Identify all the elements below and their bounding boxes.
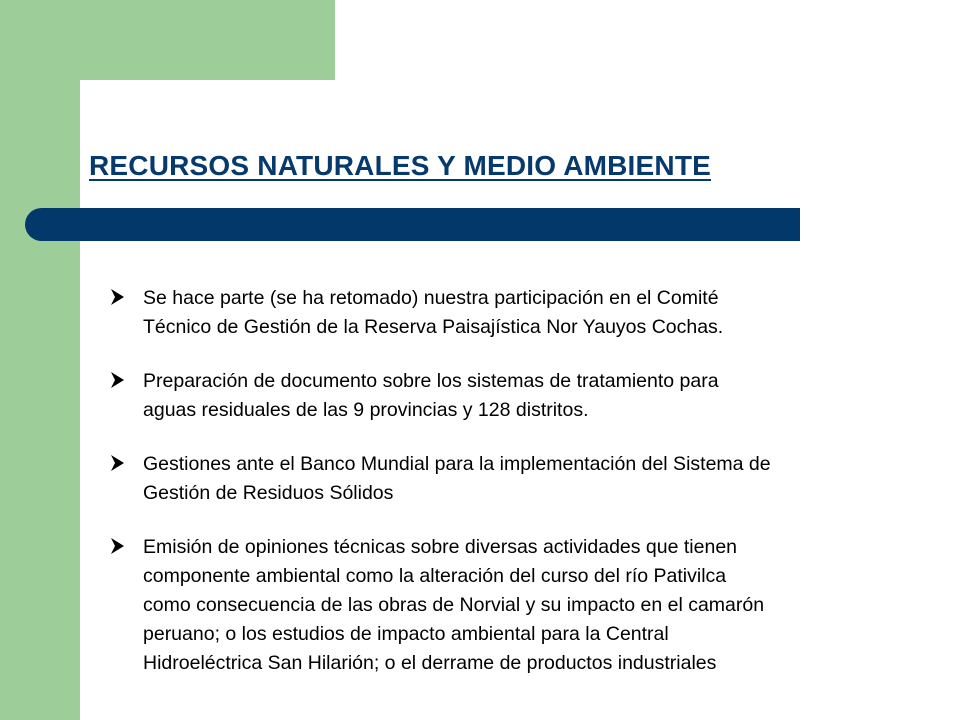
title-divider-bar <box>25 208 800 241</box>
bullet-item <box>107 533 915 678</box>
bullet-line: aguas residuales de las 9 provincias y 128 distritos. <box>143 399 589 421</box>
green-band-left <box>0 0 80 720</box>
arrow-right-icon <box>107 287 127 307</box>
slide-title: RECURSOS NATURALES Y MEDIO AMBIENTE <box>89 150 712 181</box>
bullet-line: Se hace parte (se ha retomado) nuestra participación en el Comité <box>143 287 719 309</box>
bullet-line: componente ambiental como la alteración del curso del río Pativilca <box>143 565 727 587</box>
bullet-line: Gestiones ante el Banco Mundial para la implementación del Sistema de <box>143 453 771 475</box>
bullet-line: Hidroeléctrica San Hilarión; o el derrame de productos industriales <box>143 652 717 674</box>
bullet-list <box>107 284 915 678</box>
bullet-line: Preparación de documento sobre los sistemas de tratamiento para <box>143 370 719 392</box>
bullet-item <box>107 367 915 425</box>
arrow-right-icon <box>107 536 127 556</box>
bullet-line: Gestión de Residuos Sólidos <box>143 482 394 504</box>
bullet-line: Técnico de Gestión de la Reserva Paisajística Nor Yauyos Cochas. <box>143 316 724 338</box>
bullet-item <box>107 450 915 508</box>
arrow-right-icon <box>107 453 127 473</box>
bullet-line: Emisión de opiniones técnicas sobre diversas actividades que tienen <box>143 536 738 558</box>
arrow-right-icon <box>107 370 127 390</box>
bullet-line: peruano; o los estudios de impacto ambiental para la Central <box>143 623 669 645</box>
rounded-corner <box>80 80 200 200</box>
bullet-line: como consecuencia de las obras de Norvial y su impacto en el camarón <box>143 594 765 616</box>
bullet-item <box>107 284 915 342</box>
